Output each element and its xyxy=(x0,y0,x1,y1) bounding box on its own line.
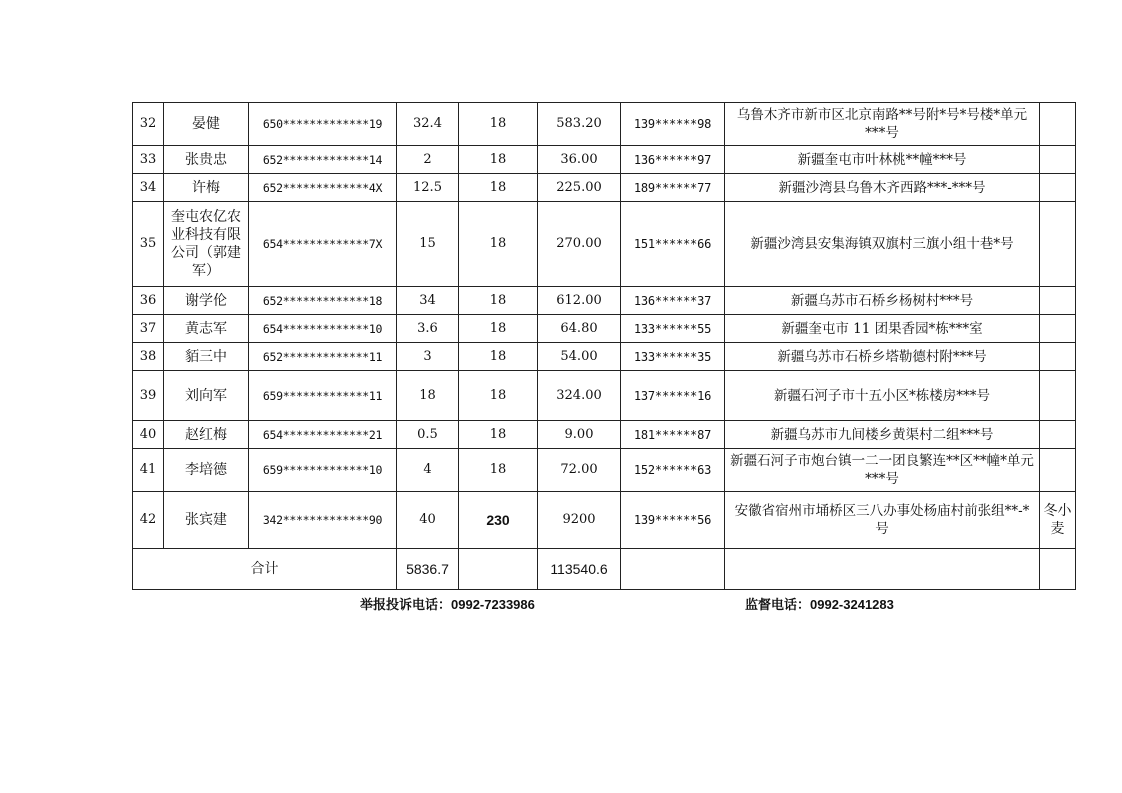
id-number: 652*************11 xyxy=(249,343,397,371)
amount-value: 72.00 xyxy=(538,449,621,492)
id-number: 342*************90 xyxy=(249,492,397,549)
row-number: 33 xyxy=(133,146,164,174)
rate-value: 18 xyxy=(459,174,538,202)
total-row xyxy=(133,549,1076,590)
id-number: 652*************18 xyxy=(249,287,397,315)
address: 新疆沙湾县安集海镇双旗村三旗小组十巷*号 xyxy=(725,202,1040,287)
rate-value: 18 xyxy=(459,315,538,343)
rate-value: 18 xyxy=(459,371,538,421)
amount-value: 9.00 xyxy=(538,421,621,449)
address: 新疆乌苏市石桥乡塔勒德村附***号 xyxy=(725,343,1040,371)
total-empty-cell xyxy=(725,549,1040,590)
note xyxy=(1040,146,1076,174)
row-number: 37 xyxy=(133,315,164,343)
rate-value: 230 xyxy=(459,492,538,549)
total-empty-cell xyxy=(621,549,725,590)
holder-name: 黄志军 xyxy=(164,315,249,343)
address: 新疆沙湾县乌鲁木齐西路***-***号 xyxy=(725,174,1040,202)
note xyxy=(1040,202,1076,287)
area-value: 4 xyxy=(397,449,459,492)
holder-name: 张贵忠 xyxy=(164,146,249,174)
holder-name: 李培德 xyxy=(164,449,249,492)
complaint-hotline: 举报投诉电话：0992-7233986 xyxy=(360,597,535,612)
phone-number: 189******77 xyxy=(621,174,725,202)
holder-name: 许梅 xyxy=(164,174,249,202)
area-value: 34 xyxy=(397,287,459,315)
total-area: 5836.7 xyxy=(397,549,459,590)
row-number: 39 xyxy=(133,371,164,421)
note xyxy=(1040,449,1076,492)
id-number: 654*************10 xyxy=(249,315,397,343)
phone-number: 181******87 xyxy=(621,421,725,449)
table-row xyxy=(133,492,1076,549)
row-number: 36 xyxy=(133,287,164,315)
holder-name: 奎屯农亿农业科技有限公司（郭建军） xyxy=(164,202,249,287)
rate-value: 18 xyxy=(459,287,538,315)
amount-value: 225.00 xyxy=(538,174,621,202)
address: 新疆石河子市十五小区*栋楼房***号 xyxy=(725,371,1040,421)
rate-value: 18 xyxy=(459,146,538,174)
area-value: 40 xyxy=(397,492,459,549)
holder-name: 赵红梅 xyxy=(164,421,249,449)
note xyxy=(1040,287,1076,315)
rate-value: 18 xyxy=(459,103,538,146)
table-row xyxy=(133,371,1076,421)
phone-number: 139******98 xyxy=(621,103,725,146)
area-value: 2 xyxy=(397,146,459,174)
area-value: 3.6 xyxy=(397,315,459,343)
phone-number: 151******66 xyxy=(621,202,725,287)
holder-name: 刘向军 xyxy=(164,371,249,421)
table-row xyxy=(133,287,1076,315)
phone-number: 133******35 xyxy=(621,343,725,371)
amount-value: 583.20 xyxy=(538,103,621,146)
id-number: 654*************7X xyxy=(249,202,397,287)
table-row xyxy=(133,103,1076,146)
row-number: 32 xyxy=(133,103,164,146)
area-value: 3 xyxy=(397,343,459,371)
address: 新疆乌苏市九间楼乡黄渠村二组***号 xyxy=(725,421,1040,449)
rate-value: 18 xyxy=(459,449,538,492)
supervision-hotline: 监督电话：0992-3241283 xyxy=(745,597,894,612)
id-number: 654*************21 xyxy=(249,421,397,449)
holder-name: 谢学伦 xyxy=(164,287,249,315)
phone-number: 136******97 xyxy=(621,146,725,174)
total-label: 合计 xyxy=(133,549,397,590)
holder-name: 貊三中 xyxy=(164,343,249,371)
table-row xyxy=(133,421,1076,449)
rate-value: 18 xyxy=(459,421,538,449)
amount-value: 324.00 xyxy=(538,371,621,421)
area-value: 15 xyxy=(397,202,459,287)
area-value: 12.5 xyxy=(397,174,459,202)
table-row xyxy=(133,449,1076,492)
table-row xyxy=(133,343,1076,371)
phone-number: 139******56 xyxy=(621,492,725,549)
row-number: 38 xyxy=(133,343,164,371)
row-number: 40 xyxy=(133,421,164,449)
phone-number: 133******55 xyxy=(621,315,725,343)
table-row xyxy=(133,315,1076,343)
holder-name: 张宾建 xyxy=(164,492,249,549)
rate-value: 18 xyxy=(459,202,538,287)
amount-value: 54.00 xyxy=(538,343,621,371)
table-row xyxy=(133,146,1076,174)
row-number: 35 xyxy=(133,202,164,287)
amount-value: 270.00 xyxy=(538,202,621,287)
phone-number: 152******63 xyxy=(621,449,725,492)
area-value: 32.4 xyxy=(397,103,459,146)
rate-value: 18 xyxy=(459,343,538,371)
phone-number: 136******37 xyxy=(621,287,725,315)
id-number: 650*************19 xyxy=(249,103,397,146)
address: 乌鲁木齐市新市区北京南路**号附*号*号楼*单元***号 xyxy=(725,103,1040,146)
amount-value: 64.80 xyxy=(538,315,621,343)
note xyxy=(1040,315,1076,343)
note xyxy=(1040,174,1076,202)
id-number: 659*************11 xyxy=(249,371,397,421)
id-number: 652*************4X xyxy=(249,174,397,202)
address: 新疆奎屯市叶林桃**幢***号 xyxy=(725,146,1040,174)
note xyxy=(1040,421,1076,449)
note xyxy=(1040,371,1076,421)
table-row xyxy=(133,202,1076,287)
total-empty-cell xyxy=(459,549,538,590)
amount-value: 612.00 xyxy=(538,287,621,315)
total-amount: 113540.6 xyxy=(538,549,621,590)
phone-number: 137******16 xyxy=(621,371,725,421)
area-value: 18 xyxy=(397,371,459,421)
address: 新疆石河子市炮台镇一二一团良繁连**区**幢*单元***号 xyxy=(725,449,1040,492)
row-number: 41 xyxy=(133,449,164,492)
total-empty-cell xyxy=(1040,549,1076,590)
id-number: 652*************14 xyxy=(249,146,397,174)
id-number: 659*************10 xyxy=(249,449,397,492)
area-value: 0.5 xyxy=(397,421,459,449)
note xyxy=(1040,103,1076,146)
subsidy-table xyxy=(132,102,1076,590)
amount-value: 36.00 xyxy=(538,146,621,174)
address: 新疆奎屯市 11 团果香园*栋***室 xyxy=(725,315,1040,343)
amount-value: 9200 xyxy=(538,492,621,549)
table-row xyxy=(133,174,1076,202)
address: 安徽省宿州市埇桥区三八办事处杨庙村前张组**-*号 xyxy=(725,492,1040,549)
row-number: 42 xyxy=(133,492,164,549)
row-number: 34 xyxy=(133,174,164,202)
note xyxy=(1040,343,1076,371)
address: 新疆乌苏市石桥乡杨树村***号 xyxy=(725,287,1040,315)
note: 冬小麦 xyxy=(1040,492,1076,549)
holder-name: 晏健 xyxy=(164,103,249,146)
